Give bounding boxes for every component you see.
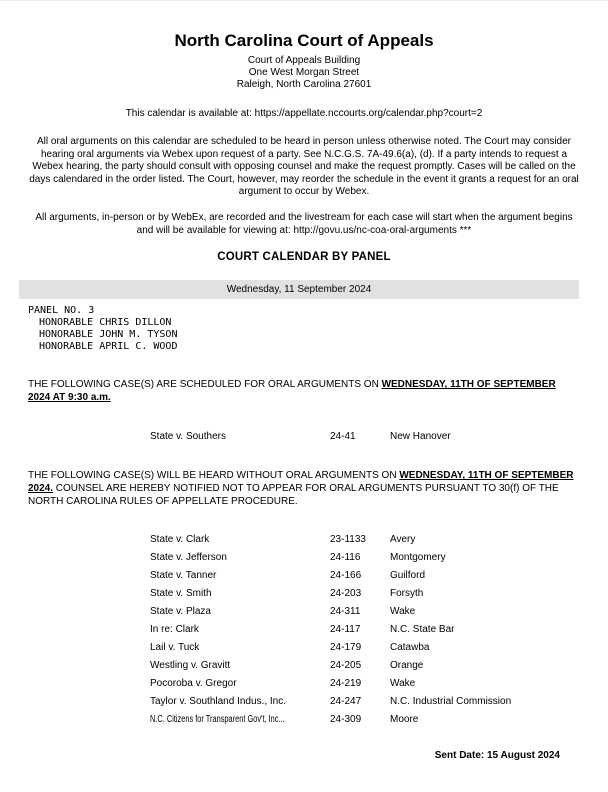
panel-block (28, 305, 580, 353)
case-name: State v. Plaza (150, 606, 211, 618)
without-oral-cases-table (28, 532, 580, 730)
case-name: State v. Smith (150, 588, 212, 600)
case-docket: 24-166 (330, 570, 362, 582)
scheduled-cases-heading (28, 378, 580, 404)
table-row (28, 694, 580, 712)
case-docket: 24-311 (330, 606, 361, 618)
case-name: Westling v. Gravitt (150, 660, 231, 672)
address-line: Raleigh, North Carolina 27601 (236, 79, 372, 90)
case-docket: 24-219 (330, 678, 362, 690)
case-name: State v. Jefferson (150, 552, 227, 564)
heading-text: COUNSEL ARE HEREBY NOTIFIED NOT TO APPEAR FOR ORAL ARGUMENTS PURSUANT TO 30(f) OF THE NORTH CAROLINA RULES OF APPELLATE PROCEDURE. (28, 483, 559, 508)
case-county: Avery (390, 534, 416, 546)
livestream-url-link[interactable]: http://govu.us/nc-coa-oral-arguments (293, 224, 457, 236)
case-county: Catawba (390, 642, 430, 654)
document-header (28, 31, 580, 91)
table-row (28, 640, 580, 658)
heading-date-emphasis: WEDNESDAY, 11TH OF SEPTEMBER 2024. (28, 470, 574, 495)
address-line: One West Morgan Street (248, 67, 360, 78)
case-name: Pocoroba v. Gregor (150, 678, 237, 690)
recording-notice-suffix: *** (456, 224, 472, 236)
availability-text: This calendar is available at: (125, 108, 255, 119)
case-county: Forsyth (390, 588, 424, 600)
case-name: Taylor v. Southland Indus., Inc. (150, 696, 287, 708)
panel-judge: HONORABLE JOHN M. TYSON (39, 329, 178, 341)
recording-notice-text: All arguments, in-person or by WebEx, are recorded and the livestream for each case will start when the argument begins and will be available for viewing at: (35, 211, 573, 236)
case-docket: 24-179 (330, 642, 362, 654)
case-docket: 24-117 (330, 624, 361, 636)
case-docket: 24-203 (330, 588, 362, 600)
section-title: COURT CALENDAR BY PANEL (217, 251, 391, 264)
calendar-date-bar: Wednesday, 11 September 2024 (19, 280, 579, 299)
case-county: Wake (390, 678, 416, 690)
case-docket: 24-116 (330, 552, 361, 564)
panel-judge: HONORABLE CHRIS DILLON (39, 317, 172, 329)
oral-argument-notice: All oral arguments on this calendar are scheduled to be heard in person unless otherwise noted. The Court may consider hearing oral arguments via Webex upon request of a party. See N.C.G.S. 7A-49.6(a), (d). If a party intends to request a Webex hearing, the party should consult with opposing counsel and make the request promptly. Cases will be called on the days calendared in the order listed. The Court, however, may reorder the schedule in the event it grants a request for an oral argument to occur by Webex. (29, 136, 579, 198)
case-docket: 24-309 (330, 714, 362, 726)
document-page (0, 31, 608, 730)
table-row (28, 550, 580, 568)
table-row (28, 586, 580, 604)
case-county: N.C. State Bar (390, 624, 455, 636)
calendar-availability-line (28, 108, 580, 120)
table-row (28, 712, 580, 730)
case-name: State v. Southers (150, 431, 226, 443)
panel-number: PANEL NO. 3 (28, 305, 95, 317)
sent-date-label: Sent Date: 15 August 2024 (434, 750, 560, 761)
table-row (28, 676, 580, 694)
panel-judge: HONORABLE APRIL C. WOOD (39, 341, 178, 353)
case-county: Moore (390, 714, 419, 726)
without-oral-heading (28, 469, 580, 508)
case-name: State v. Tanner (150, 570, 217, 582)
case-docket: 24-247 (330, 696, 362, 708)
heading-text: THE FOLLOWING CASE(S) ARE SCHEDULED FOR ORAL ARGUMENTS ON (28, 379, 382, 391)
scheduled-cases-table (28, 429, 580, 447)
case-docket: 24-205 (330, 660, 362, 672)
table-row (28, 622, 580, 640)
table-row (28, 429, 580, 447)
case-name: State v. Clark (150, 534, 210, 546)
calendar-url-link[interactable]: https://appellate.nccourts.org/calendar.php?court=2 (254, 108, 483, 119)
table-row (28, 658, 580, 676)
heading-text: THE FOLLOWING CASE(S) WILL BE HEARD WITHOUT ORAL ARGUMENTS ON (28, 470, 400, 482)
case-county: Orange (390, 660, 424, 672)
table-row (28, 604, 580, 622)
recording-notice (28, 212, 580, 237)
case-county: N.C. Industrial Commission (390, 696, 512, 708)
page-title: North Carolina Court of Appeals (174, 31, 434, 50)
case-name: N.C. Citizens for Transparent Gov't, Inc... (150, 714, 285, 726)
case-name: Lail v. Tuck (150, 642, 200, 654)
case-docket: 24-41 (330, 431, 356, 443)
table-row (28, 568, 580, 586)
case-county: Wake (390, 606, 416, 618)
address-block (28, 55, 580, 91)
address-line: Court of Appeals Building (247, 55, 361, 66)
case-county: New Hanover (390, 431, 451, 443)
case-county: Guilford (390, 570, 426, 582)
table-row (28, 532, 580, 550)
heading-date-emphasis: WEDNESDAY, 11TH OF SEPTEMBER 2024 AT 9:30 a.m. (28, 379, 556, 404)
case-name: In re: Clark (150, 624, 199, 636)
case-docket: 23-1133 (330, 534, 366, 546)
case-county: Montgomery (390, 552, 446, 564)
